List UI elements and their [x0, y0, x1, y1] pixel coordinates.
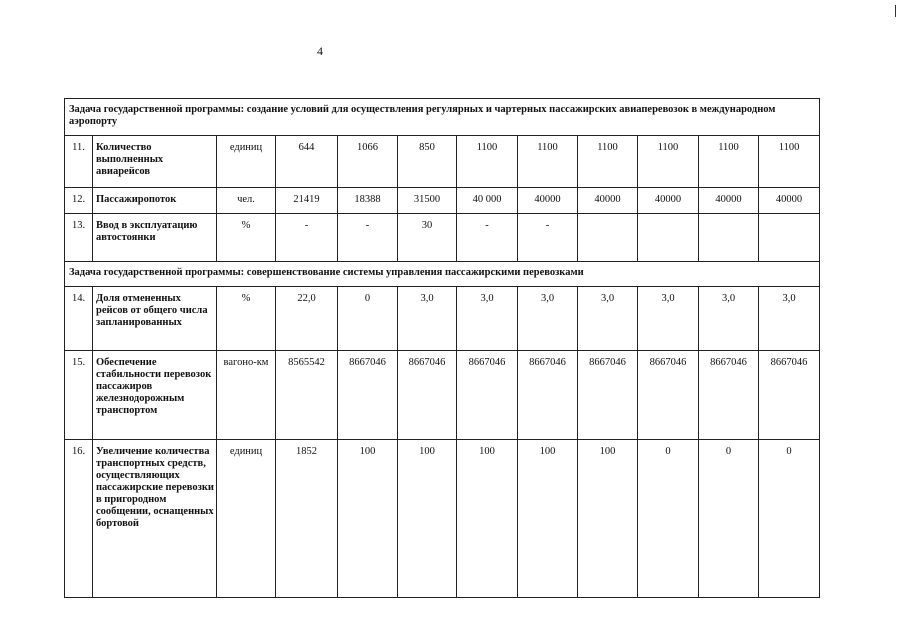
- table-row: [65, 214, 820, 262]
- row-number: 14.: [65, 287, 93, 351]
- value-cell: 3,0: [699, 287, 759, 351]
- value-cell: 850: [398, 136, 457, 188]
- value-cell: 40000: [578, 188, 638, 214]
- value-cell: -: [457, 214, 518, 262]
- value-cell: 1066: [338, 136, 398, 188]
- value-cell: 0: [699, 440, 759, 598]
- value-cell: 3,0: [638, 287, 699, 351]
- row-number: 12.: [65, 188, 93, 214]
- indicator-name: Доля отмененных рейсов от общего числа запланированных: [93, 287, 217, 351]
- value-cell: 40000: [638, 188, 699, 214]
- value-cell: 1100: [457, 136, 518, 188]
- value-cell: 8667046: [759, 351, 820, 440]
- indicator-name: Количество выполненных авиарейсов: [93, 136, 217, 188]
- value-cell: 8667046: [638, 351, 699, 440]
- value-cell: 22,0: [276, 287, 338, 351]
- unit-cell: %: [217, 287, 276, 351]
- value-cell: 100: [398, 440, 457, 598]
- row-number: 15.: [65, 351, 93, 440]
- value-cell: 3,0: [759, 287, 820, 351]
- value-cell: 8667046: [338, 351, 398, 440]
- value-cell: 1852: [276, 440, 338, 598]
- value-cell: 8667046: [457, 351, 518, 440]
- value-cell: 8565542: [276, 351, 338, 440]
- table-row: [65, 287, 820, 351]
- value-cell: 40 000: [457, 188, 518, 214]
- value-cell: 31500: [398, 188, 457, 214]
- task-header: Задача государственной программы: совершенствование системы управления пассажирскими перевозками: [65, 262, 820, 287]
- table-row: [65, 136, 820, 188]
- value-cell: [578, 214, 638, 262]
- value-cell: 30: [398, 214, 457, 262]
- value-cell: 0: [338, 287, 398, 351]
- value-cell: 8667046: [518, 351, 578, 440]
- value-cell: 1100: [578, 136, 638, 188]
- value-cell: 40000: [759, 188, 820, 214]
- table-row: [65, 440, 820, 598]
- table-row: [65, 351, 820, 440]
- value-cell: -: [276, 214, 338, 262]
- edge-mark: [895, 5, 896, 17]
- value-cell: 1100: [759, 136, 820, 188]
- value-cell: 18388: [338, 188, 398, 214]
- value-cell: 3,0: [578, 287, 638, 351]
- indicators-table: [64, 98, 820, 598]
- value-cell: 0: [638, 440, 699, 598]
- unit-cell: единиц: [217, 440, 276, 598]
- value-cell: 1100: [518, 136, 578, 188]
- value-cell: 8667046: [398, 351, 457, 440]
- value-cell: 1100: [638, 136, 699, 188]
- indicator-name: Увеличение количества транспортных средств, осуществляющих пассажирские перевозки в пригородном сообщении, оснащенных бортовой: [93, 440, 217, 598]
- value-cell: 3,0: [518, 287, 578, 351]
- unit-cell: вагоно-км: [217, 351, 276, 440]
- row-number: 16.: [65, 440, 93, 598]
- value-cell: 40000: [699, 188, 759, 214]
- unit-cell: %: [217, 214, 276, 262]
- unit-cell: единиц: [217, 136, 276, 188]
- indicator-name: Пассажиропоток: [93, 188, 217, 214]
- task-row: [65, 262, 820, 287]
- value-cell: [699, 214, 759, 262]
- value-cell: [759, 214, 820, 262]
- table-row: [65, 188, 820, 214]
- value-cell: [638, 214, 699, 262]
- value-cell: 1100: [699, 136, 759, 188]
- value-cell: 40000: [518, 188, 578, 214]
- task-header: Задача государственной программы: создание условий для осуществления регулярных и чартерных пассажирских авиаперевозок в международном аэропорту: [65, 99, 820, 136]
- indicator-name: Обеспечение стабильности перевозок пассажиров железнодорожным транспортом: [93, 351, 217, 440]
- value-cell: 3,0: [398, 287, 457, 351]
- value-cell: 100: [518, 440, 578, 598]
- row-number: 13.: [65, 214, 93, 262]
- value-cell: 0: [759, 440, 820, 598]
- page-number: 4: [317, 44, 323, 58]
- value-cell: 644: [276, 136, 338, 188]
- task-row: [65, 99, 820, 136]
- value-cell: -: [518, 214, 578, 262]
- value-cell: 21419: [276, 188, 338, 214]
- indicator-name: Ввод в эксплуатацию автостоянки: [93, 214, 217, 262]
- value-cell: 100: [457, 440, 518, 598]
- value-cell: 8667046: [699, 351, 759, 440]
- value-cell: 3,0: [457, 287, 518, 351]
- value-cell: 100: [578, 440, 638, 598]
- row-number: 11.: [65, 136, 93, 188]
- value-cell: 8667046: [578, 351, 638, 440]
- unit-cell: чел.: [217, 188, 276, 214]
- value-cell: -: [338, 214, 398, 262]
- value-cell: 100: [338, 440, 398, 598]
